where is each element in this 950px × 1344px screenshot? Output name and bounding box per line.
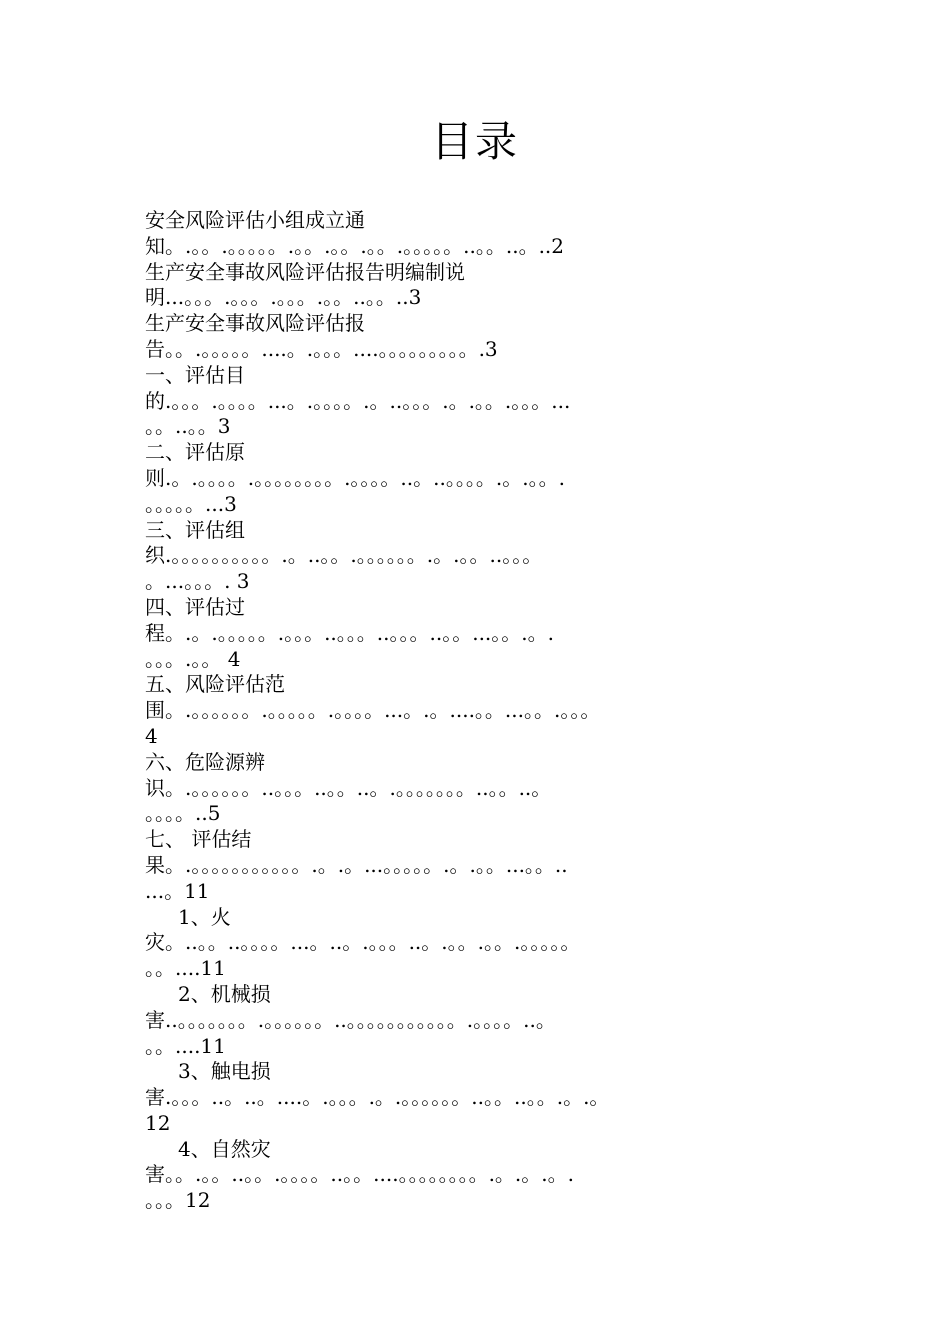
toc-entry-leader: 害..。。。。。。。.。。。。。。..。。。。。。。。。。。.。。。。..。 — [145, 1007, 556, 1032]
toc-entry-leader: 害.。。。..。..。....。.。。。.。.。。。。。。..。。..。。.。.。 — [145, 1085, 610, 1110]
page-title: 目录 — [430, 117, 519, 166]
toc-entry-leader: 程。.。.。。。。。.。。。..。。。..。。。..。。...。。.。. — [145, 620, 555, 645]
toc-entry-leader: 的.。。。.。。。。...。.。。。。.。..。。。.。.。。.。。。... — [145, 388, 571, 413]
toc-entry-title: 生产安全事故风险评估报告明编制说 — [145, 259, 465, 284]
toc-entry-title: 1、火 — [178, 904, 231, 929]
toc-entry-page: 。。....11 — [145, 956, 226, 981]
toc-entry-leader: 围。.。。。。。。.。。。。。.。。。。...。.。....。。...。。.。。。 — [145, 698, 601, 723]
toc-entry-leader: 知。.。。.。。。。。.。。.。。.。。.。。。。。..。。..。..2 — [145, 233, 565, 258]
toc-entry-title: 一、评估目 — [145, 362, 245, 387]
toc-entry-title: 七、 评估结 — [145, 827, 252, 852]
toc-entry-page: 。。。。..5 — [145, 801, 221, 826]
toc-entry-title: 安全风险评估小组成立通 — [145, 208, 365, 232]
toc-entry-leader: 灾。..。。..。。。。...。..。.。。。..。.。。.。。.。。。。。 — [145, 930, 581, 955]
toc-entry-page: 。。..。。3 — [145, 414, 231, 439]
toc-entry-page: 12 — [145, 1110, 171, 1135]
toc-entry-leader: 告。。.。。。。。....。.。。。....。。。。。。。。。.3 — [145, 336, 498, 361]
toc-entry-page: 。。。。。...3 — [145, 491, 237, 516]
toc-entry-title: 生产安全事故风险评估报 — [145, 311, 365, 336]
toc-entry-leader: 织.。。。。。。。。。。.。..。。.。。。。。。.。.。。..。。。 — [145, 543, 543, 568]
toc-entry-leader: 明...。。。.。。。.。。。.。。..。。..3 — [145, 285, 422, 310]
toc-entry-title: 4、自然灾 — [178, 1136, 271, 1161]
toc-entry-leader: 果。.。。。。。。。。。。。.。.。...。。。。。.。.。。...。。.. — [145, 852, 568, 877]
toc-entry-leader: 则.。.。。。。.。。。。。。。。.。。。。..。..。。。。.。.。。. — [145, 465, 565, 490]
toc-entry-title: 二、评估原 — [145, 440, 245, 465]
toc-entry-leader: 识。.。。。。。。..。。。..。。..。.。。。。。。。..。。..。 — [145, 775, 552, 800]
toc-entry-leader: 害。。.。。..。。.。。。。..。。....。。。。。。。。.。.。.。. — [145, 1162, 575, 1187]
toc-entry-title: 3、触电损 — [178, 1059, 271, 1084]
table-of-contents — [145, 208, 825, 1214]
toc-entry-page: 4 — [145, 723, 158, 748]
toc-entry-page: 。。....11 — [145, 1033, 226, 1058]
toc-entry-title: 四、评估过 — [145, 594, 245, 619]
toc-entry-title: 三、评估组 — [145, 517, 245, 542]
toc-entry-page: 。。。.。。 4 — [145, 646, 241, 671]
toc-entry-page: 。...。。。. 3 — [145, 569, 250, 594]
toc-entry-title: 六、危险源辨 — [145, 749, 265, 774]
toc-entry-page: ...。11 — [145, 878, 210, 903]
toc-entry-title: 五、风险评估范 — [145, 672, 285, 697]
toc-entry-page: 。。。12 — [145, 1188, 211, 1213]
toc-entry-title: 2、机械损 — [178, 981, 271, 1006]
